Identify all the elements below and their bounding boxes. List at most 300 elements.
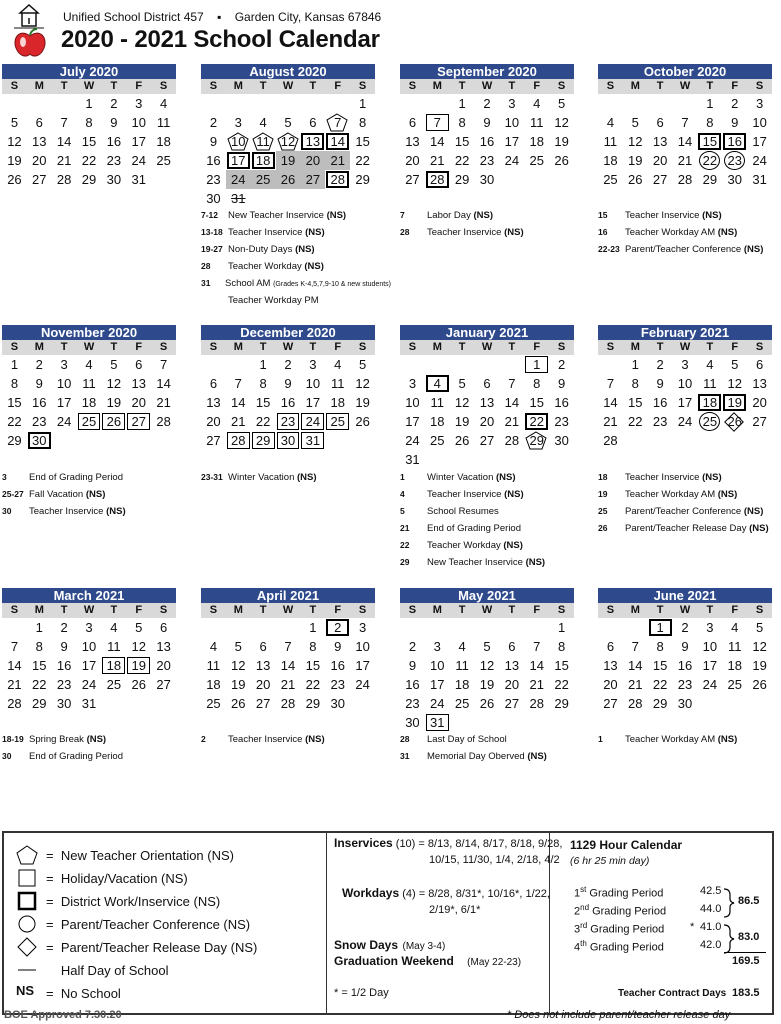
legend-eq: = (46, 939, 54, 955)
note-date: 13-18 (201, 227, 223, 237)
day-cell (101, 170, 126, 189)
day-number: 2 (110, 96, 118, 111)
day-number: 4 (85, 357, 93, 372)
day-cell (2, 656, 27, 675)
half-day-note: * = 1/2 Day (334, 987, 389, 999)
weekday-label: S (358, 341, 367, 353)
day-number: 15 (81, 134, 97, 149)
day-cell (475, 113, 500, 132)
day-number: 9 (656, 376, 664, 391)
note-date: 5 (400, 506, 405, 516)
day-cell (77, 618, 102, 637)
day-number: 17 (677, 395, 693, 410)
day-cell (623, 694, 648, 713)
day-number: 5 (483, 639, 491, 654)
day-number: 23 (280, 414, 296, 429)
weekday-label: T (60, 341, 68, 353)
day-cell (300, 374, 325, 393)
day-number: 18 (106, 658, 122, 673)
day-cell (77, 170, 102, 189)
day-cell (101, 94, 126, 113)
note-date: 1 (598, 734, 603, 744)
day-number: 18 (330, 395, 345, 410)
weekday-header (2, 79, 176, 94)
day-cell (623, 355, 648, 374)
note-date: 30 (2, 506, 12, 516)
day-number: 29 (702, 172, 718, 187)
day-number: 8 (259, 376, 267, 391)
note-label: Teacher Workday (228, 261, 305, 272)
day-number: 26 (280, 172, 296, 187)
weekday-label: T (309, 341, 317, 353)
note-row (2, 486, 192, 503)
day-cell (598, 637, 623, 656)
note-text (625, 486, 781, 503)
day-cell (722, 132, 747, 151)
day-number: 7 (284, 639, 292, 654)
day-cell (722, 151, 747, 170)
day-number: 8 (656, 639, 664, 654)
day-cell (499, 637, 524, 656)
day-cell (747, 151, 772, 170)
weekday-label: M (630, 604, 640, 616)
weekday-label: T (656, 341, 664, 353)
day-cell (400, 412, 425, 431)
empty-cell (623, 431, 648, 450)
day-number: 16 (554, 395, 569, 410)
day-number: 23 (106, 153, 122, 168)
day-cell (598, 656, 623, 675)
day-number: 21 (529, 677, 544, 692)
note-date: 15 (598, 210, 608, 220)
legend-text: Holiday/Vacation (NS) (60, 870, 188, 886)
note-label: Teacher Inservice (625, 210, 703, 221)
day-cell (350, 618, 375, 637)
note-date: 23-31 (201, 472, 223, 482)
day-number: 30 (479, 172, 495, 187)
day-cell (499, 374, 524, 393)
day-number: 3 (433, 639, 441, 654)
week-row (598, 374, 772, 393)
note-text (427, 520, 590, 537)
day-number: 8 (631, 376, 639, 391)
day-cell (549, 393, 574, 412)
week-row (400, 656, 574, 675)
day-cell (151, 412, 176, 431)
day-number: 30 (206, 191, 221, 206)
weekday-label: S (209, 604, 218, 616)
day-cell (325, 374, 350, 393)
day-number: 12 (554, 115, 569, 130)
note-text (625, 224, 781, 241)
month-title: June 2021 (598, 588, 772, 603)
week-row (201, 675, 375, 694)
day-number: 24 (702, 677, 718, 692)
week-row (2, 431, 176, 450)
weekday-label: T (656, 80, 664, 92)
weekday-label: T (508, 604, 516, 616)
legend-box (2, 831, 774, 1015)
day-number: 29 (305, 696, 321, 711)
day-cell (499, 393, 524, 412)
day-number: 2 (334, 620, 342, 635)
note-row (400, 520, 590, 537)
weekday-label: M (630, 80, 640, 92)
empty-cell (549, 170, 574, 189)
note-text (625, 207, 781, 224)
weekday-label: T (706, 341, 714, 353)
day-cell (350, 637, 375, 656)
day-number: 1 (656, 620, 664, 635)
day-number: 4 (731, 620, 739, 635)
empty-cell (673, 431, 698, 450)
week-row (2, 355, 176, 374)
day-cell (27, 618, 52, 637)
day-number: 19 (454, 414, 470, 429)
day-number: 20 (479, 414, 495, 429)
day-number: 10 (355, 639, 370, 654)
empty-cell (598, 618, 623, 637)
day-cell (201, 170, 226, 189)
empty-cell (475, 713, 500, 732)
day-cell (201, 189, 226, 208)
note-date: 22-23 (598, 244, 620, 254)
note-date: 3 (2, 472, 7, 482)
note-text (225, 275, 391, 292)
day-cell (524, 132, 549, 151)
month-calendar (598, 64, 772, 189)
note-text (427, 731, 590, 748)
day-number: 3 (85, 620, 93, 635)
day-cell (77, 94, 102, 113)
empty-cell (126, 431, 151, 450)
week-row (201, 656, 375, 675)
day-number: 1 (557, 620, 566, 635)
footer-note: * Does not include parent/teacher release day (507, 1009, 731, 1021)
no-school-flag: (NS) (525, 557, 546, 568)
day-cell (524, 637, 549, 656)
weekday-label: S (557, 604, 566, 616)
day-number: 18 (206, 677, 221, 692)
day-number: 11 (703, 376, 717, 391)
weekday-label: T (309, 80, 317, 92)
weekday-label: S (408, 604, 417, 616)
week-row (400, 637, 574, 656)
period-suffix: rd (580, 921, 588, 930)
note-label: Teacher Inservice (228, 227, 306, 238)
day-number: 16 (330, 658, 345, 673)
day-cell (251, 355, 276, 374)
day-cell (300, 431, 325, 450)
day-number: 6 (408, 115, 417, 130)
weekday-label: S (408, 341, 417, 353)
weekday-label: T (508, 80, 516, 92)
weekday-label: S (606, 80, 615, 92)
day-cell (499, 694, 524, 713)
day-number: 30 (554, 433, 569, 448)
day-number: 7 (60, 115, 68, 130)
day-cell (475, 374, 500, 393)
weekday-label: S (159, 341, 168, 353)
weekday-label: S (209, 341, 218, 353)
empty-cell (747, 431, 772, 450)
weekday-label: F (334, 341, 342, 353)
empty-cell (101, 694, 126, 713)
day-cell (151, 618, 176, 637)
note-text (29, 503, 192, 520)
day-number: 13 (206, 395, 221, 410)
day-number: 8 (85, 115, 93, 130)
day-number: 19 (280, 153, 296, 168)
day-cell (276, 151, 301, 170)
day-number: 10 (430, 658, 445, 673)
inservices-label: Inservices (334, 836, 393, 850)
day-number: 9 (408, 658, 417, 673)
day-cell (697, 637, 722, 656)
day-number: 11 (206, 658, 221, 673)
day-cell (648, 412, 673, 431)
empty-cell (475, 355, 500, 374)
day-cell (2, 694, 27, 713)
day-cell (251, 113, 276, 132)
day-number: 2 (60, 620, 68, 635)
day-number: 18 (430, 414, 445, 429)
period-label: Grading Period (587, 923, 665, 936)
day-number: 9 (334, 639, 342, 654)
weekday-label: M (432, 604, 442, 616)
note-label: Non-Duty Days (228, 244, 296, 255)
day-cell (450, 113, 475, 132)
note-row (400, 554, 590, 571)
legend-text: No School (60, 985, 121, 1001)
empty-cell (400, 355, 425, 374)
day-number: 28 (231, 433, 246, 448)
note-row (201, 469, 391, 486)
weekday-label: S (10, 80, 19, 92)
day-cell (722, 94, 747, 113)
workdays-summary (342, 886, 550, 900)
day-number: 1 (458, 96, 466, 111)
day-number: 9 (209, 134, 218, 149)
no-school-flag: (NS) (85, 489, 106, 500)
weekday-label: T (706, 80, 714, 92)
day-number: 16 (479, 134, 495, 149)
empty-cell (201, 94, 226, 113)
weekday-label: F (731, 341, 739, 353)
day-number: 12 (454, 395, 470, 410)
day-number: 14 (430, 134, 445, 149)
day-number: 23 (677, 677, 693, 692)
day-cell (450, 675, 475, 694)
day-cell (673, 656, 698, 675)
day-cell (325, 393, 350, 412)
note-row (598, 207, 781, 224)
hours-subtitle: (6 hr 25 min day) (570, 855, 650, 867)
month-title: March 2021 (2, 588, 176, 603)
day-number: 19 (752, 658, 767, 673)
note-row (201, 241, 391, 258)
inservices-count: (10) = (395, 838, 425, 850)
day-number: 9 (731, 115, 739, 130)
day-number: 9 (284, 376, 292, 391)
no-school-flag: (NS) (504, 489, 524, 500)
note-row (400, 224, 590, 241)
day-cell (350, 675, 375, 694)
note-label: School AM (225, 278, 274, 289)
day-number: 30 (677, 696, 693, 711)
weekday-label: M (34, 80, 44, 92)
empty-cell (425, 355, 450, 374)
empty-cell (425, 94, 450, 113)
day-cell (598, 151, 623, 170)
period-hours: 41.0 (700, 921, 722, 933)
day-number: 13 (652, 134, 668, 149)
month-title: February 2021 (598, 325, 772, 340)
empty-cell (450, 618, 475, 637)
day-cell (425, 151, 450, 170)
day-number: 8 (309, 639, 317, 654)
day-cell (52, 170, 77, 189)
legend-item (16, 983, 121, 1003)
weekday-label: T (458, 341, 466, 353)
day-cell (226, 189, 251, 208)
empty-cell (524, 170, 549, 189)
day-cell (126, 618, 151, 637)
day-cell (747, 412, 772, 431)
day-cell (450, 656, 475, 675)
day-number: 7 (234, 376, 242, 391)
note-row (2, 469, 192, 486)
day-number: 17 (81, 658, 97, 673)
day-number: 22 (454, 153, 470, 168)
day-number: 13 (32, 134, 47, 149)
empty-cell (276, 618, 301, 637)
empty-cell (524, 618, 549, 637)
day-number: 24 (305, 414, 321, 429)
grading-period-row (570, 885, 730, 903)
period-star: * (690, 921, 695, 933)
day-number: 5 (358, 357, 367, 372)
day-number: 9 (35, 376, 43, 391)
day-cell (524, 94, 549, 113)
day-number: 16 (106, 134, 122, 149)
day-cell (499, 431, 524, 450)
day-cell (697, 675, 722, 694)
empty-cell (201, 618, 226, 637)
day-cell (151, 355, 176, 374)
weekday-label: M (233, 80, 243, 92)
day-cell (697, 132, 722, 151)
day-number: 1 (358, 96, 367, 111)
month-calendar (2, 588, 176, 713)
day-cell (425, 656, 450, 675)
day-number: 4 (606, 115, 615, 130)
day-cell (251, 675, 276, 694)
day-number: 4 (533, 96, 541, 111)
day-cell (648, 637, 673, 656)
week-row (400, 393, 574, 412)
day-cell (151, 656, 176, 675)
day-number: 9 (60, 639, 68, 654)
note-text (228, 292, 391, 309)
day-cell (400, 170, 425, 189)
day-cell (648, 132, 673, 151)
day-number: 8 (458, 115, 466, 130)
day-number: 30 (32, 433, 47, 448)
day-cell (450, 637, 475, 656)
day-cell (27, 132, 52, 151)
day-number: 26 (131, 677, 146, 692)
day-cell (226, 637, 251, 656)
day-cell (101, 113, 126, 132)
weekday-label: S (358, 604, 367, 616)
period-label: Grading Period (589, 905, 667, 918)
no-school-flag: (NS) (305, 227, 325, 238)
empty-cell (350, 431, 375, 450)
day-number: 25 (529, 153, 544, 168)
day-number: 21 (156, 395, 171, 410)
day-number: 5 (234, 639, 242, 654)
week-row (201, 637, 375, 656)
note-label: Teacher Workday AM (625, 489, 718, 500)
weekday-label: F (731, 604, 739, 616)
day-number: 6 (259, 639, 267, 654)
day-number: 14 (677, 134, 693, 149)
weekday-header (598, 340, 772, 355)
month-calendar (201, 64, 375, 208)
day-number: 8 (706, 115, 714, 130)
day-number: 5 (557, 96, 566, 111)
day-cell (747, 94, 772, 113)
day-number: 9 (681, 639, 689, 654)
weekday-label: M (34, 604, 44, 616)
note-date: 30 (2, 751, 12, 761)
note-row (598, 486, 781, 503)
day-number: 23 (330, 677, 345, 692)
weekday-label: T (458, 604, 466, 616)
day-number: 10 (405, 395, 420, 410)
day-number: 27 (479, 433, 495, 448)
day-cell (549, 694, 574, 713)
day-number: 30 (727, 172, 742, 187)
day-number: 24 (405, 433, 420, 448)
day-cell (524, 151, 549, 170)
weekday-header (400, 340, 574, 355)
day-number: 6 (159, 620, 168, 635)
day-number: 26 (355, 414, 370, 429)
period-suffix: th (580, 939, 587, 948)
note-label: Winter Vacation (427, 472, 496, 483)
day-cell (276, 113, 301, 132)
day-number: 23 (32, 414, 47, 429)
day-cell (101, 656, 126, 675)
day-cell (350, 355, 375, 374)
day-cell (276, 637, 301, 656)
day-cell (77, 637, 102, 656)
week-row (2, 675, 176, 694)
note-label: Teacher Workday (427, 540, 504, 551)
day-number: 11 (256, 134, 270, 149)
no-school-flag: (NS) (717, 489, 738, 500)
day-number: 2 (483, 96, 491, 111)
day-cell (350, 151, 375, 170)
day-number: 3 (135, 96, 143, 111)
month-notes (201, 469, 391, 486)
week-row (2, 94, 176, 113)
day-number: 2 (731, 96, 739, 111)
day-cell (747, 393, 772, 412)
day-cell (350, 132, 375, 151)
